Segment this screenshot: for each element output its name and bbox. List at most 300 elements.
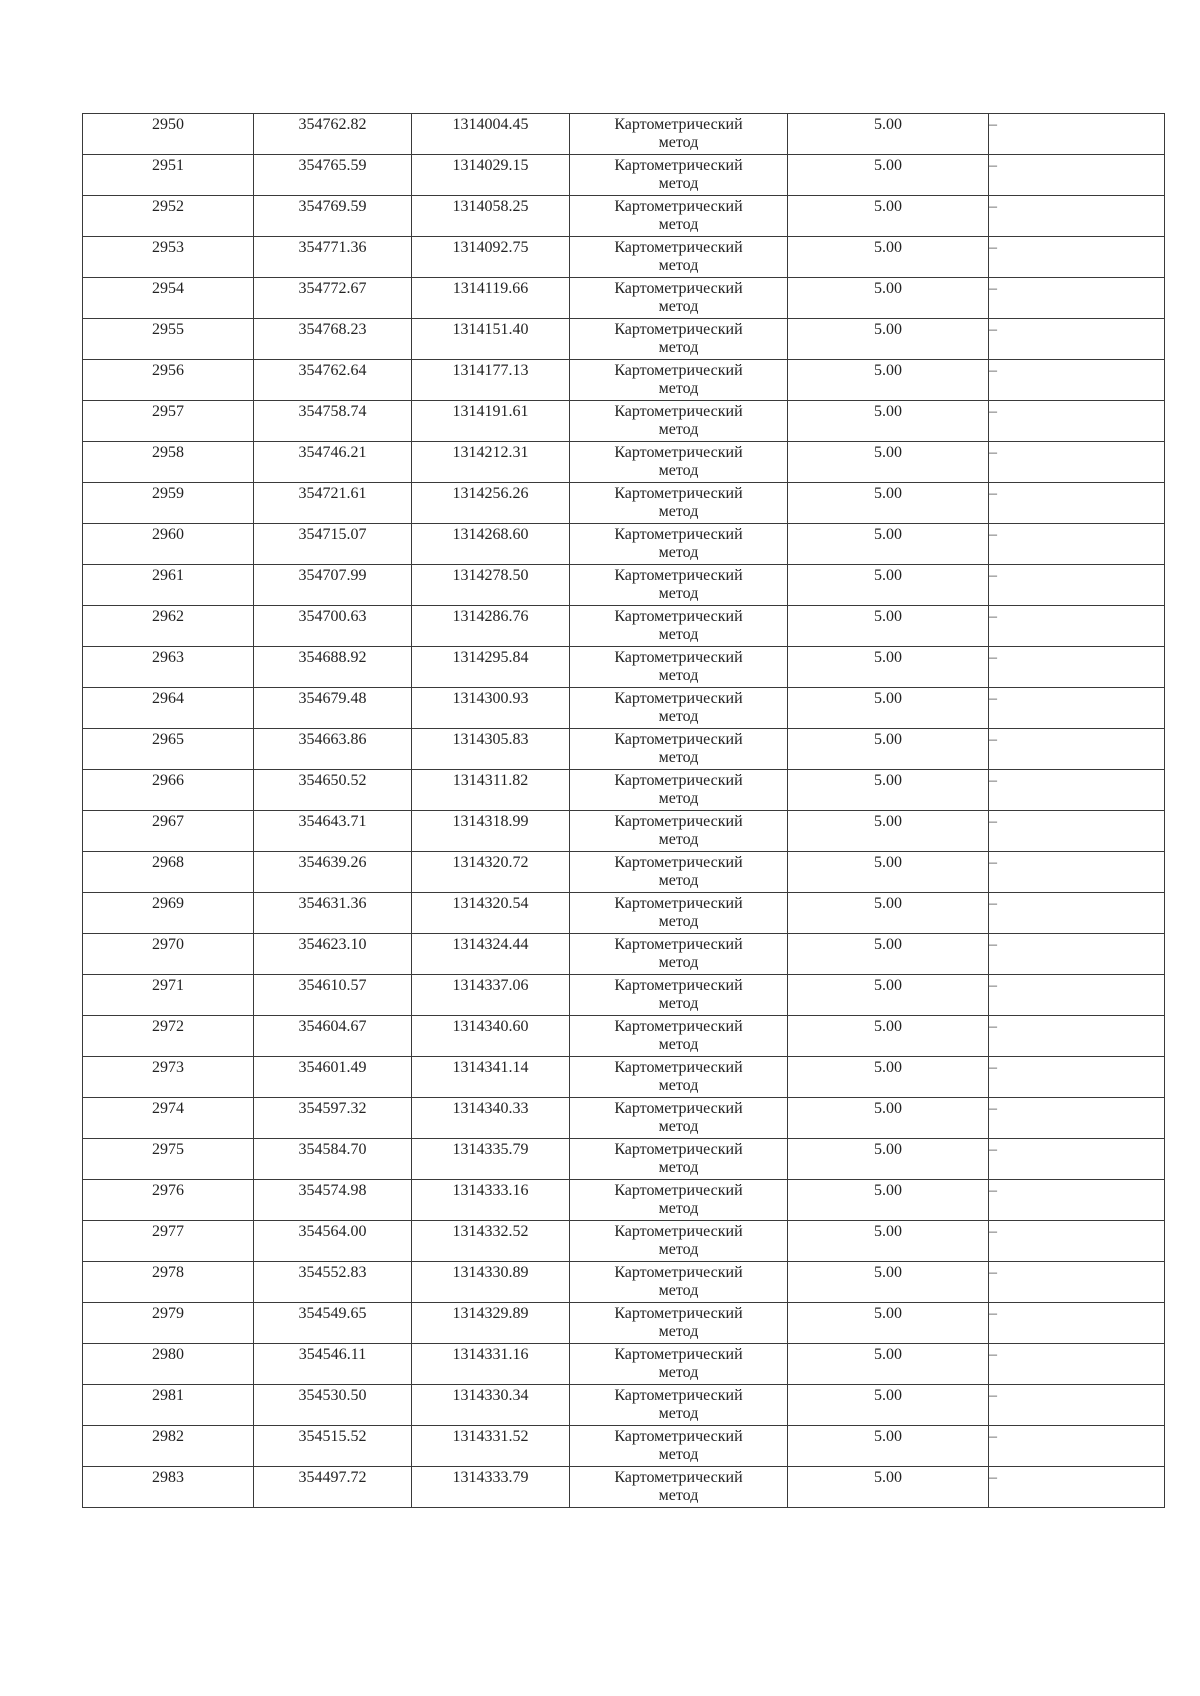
x-coordinate-cell: 354771.36	[254, 237, 412, 278]
point-number-cell: 2960	[83, 524, 254, 565]
note-cell: –	[989, 1262, 1165, 1303]
x-coordinate-cell: 354769.59	[254, 196, 412, 237]
note-cell: –	[989, 852, 1165, 893]
x-coordinate-cell: 354597.32	[254, 1098, 412, 1139]
method-line-2: метод	[658, 503, 699, 520]
note-cell: –	[989, 1016, 1165, 1057]
method-line-1: Картометрический	[614, 1387, 743, 1404]
table-row	[83, 237, 1165, 278]
accuracy-cell: 5.00	[788, 647, 989, 688]
method-cell	[570, 237, 788, 278]
accuracy-cell: 5.00	[788, 1262, 989, 1303]
method-line-1: Картометрический	[614, 526, 743, 543]
method-cell	[570, 1344, 788, 1385]
point-number-cell: 2954	[83, 278, 254, 319]
method-cell	[570, 1139, 788, 1180]
point-number-cell: 2981	[83, 1385, 254, 1426]
method-line-2: метод	[658, 298, 699, 315]
method-line-1: Картометрический	[614, 444, 743, 461]
point-number-cell: 2965	[83, 729, 254, 770]
x-coordinate-cell: 354549.65	[254, 1303, 412, 1344]
accuracy-cell: 5.00	[788, 934, 989, 975]
method-cell	[570, 606, 788, 647]
method-cell	[570, 1262, 788, 1303]
method-line-1: Картометрический	[614, 813, 743, 830]
table-row	[83, 114, 1165, 155]
note-cell: –	[989, 770, 1165, 811]
y-coordinate-cell: 1314331.16	[412, 1344, 570, 1385]
table-row	[83, 1262, 1165, 1303]
method-cell	[570, 278, 788, 319]
point-number-cell: 2958	[83, 442, 254, 483]
method-cell	[570, 483, 788, 524]
point-number-cell: 2961	[83, 565, 254, 606]
accuracy-cell: 5.00	[788, 565, 989, 606]
method-line-1: Картометрический	[614, 116, 743, 133]
table-row	[83, 770, 1165, 811]
y-coordinate-cell: 1314331.52	[412, 1426, 570, 1467]
y-coordinate-cell: 1314300.93	[412, 688, 570, 729]
note-cell: –	[989, 565, 1165, 606]
y-coordinate-cell: 1314004.45	[412, 114, 570, 155]
y-coordinate-cell: 1314212.31	[412, 442, 570, 483]
x-coordinate-cell: 354765.59	[254, 155, 412, 196]
y-coordinate-cell: 1314177.13	[412, 360, 570, 401]
accuracy-cell: 5.00	[788, 893, 989, 934]
x-coordinate-cell: 354530.50	[254, 1385, 412, 1426]
x-coordinate-cell: 354601.49	[254, 1057, 412, 1098]
method-line-2: метод	[658, 462, 699, 479]
point-number-cell: 2978	[83, 1262, 254, 1303]
method-line-2: метод	[658, 216, 699, 233]
note-cell: –	[989, 934, 1165, 975]
point-number-cell: 2969	[83, 893, 254, 934]
y-coordinate-cell: 1314191.61	[412, 401, 570, 442]
note-cell: –	[989, 1303, 1165, 1344]
note-cell: –	[989, 1180, 1165, 1221]
point-number-cell: 2966	[83, 770, 254, 811]
x-coordinate-cell: 354643.71	[254, 811, 412, 852]
method-line-2: метод	[658, 708, 699, 725]
accuracy-cell: 5.00	[788, 606, 989, 647]
point-number-cell: 2967	[83, 811, 254, 852]
method-line-2: метод	[658, 913, 699, 930]
accuracy-cell: 5.00	[788, 688, 989, 729]
method-line-2: метод	[658, 585, 699, 602]
point-number-cell: 2956	[83, 360, 254, 401]
method-line-2: метод	[658, 1077, 699, 1094]
note-cell: –	[989, 1098, 1165, 1139]
accuracy-cell: 5.00	[788, 237, 989, 278]
x-coordinate-cell: 354623.10	[254, 934, 412, 975]
method-cell	[570, 1098, 788, 1139]
method-cell	[570, 1221, 788, 1262]
method-line-1: Картометрический	[614, 1182, 743, 1199]
note-cell: –	[989, 1221, 1165, 1262]
accuracy-cell: 5.00	[788, 114, 989, 155]
point-number-cell: 2957	[83, 401, 254, 442]
method-line-2: метод	[658, 667, 699, 684]
method-line-2: метод	[658, 1200, 699, 1217]
y-coordinate-cell: 1314341.14	[412, 1057, 570, 1098]
method-cell	[570, 688, 788, 729]
method-line-1: Картометрический	[614, 690, 743, 707]
x-coordinate-cell: 354679.48	[254, 688, 412, 729]
method-line-1: Картометрический	[614, 1141, 743, 1158]
method-line-1: Картометрический	[614, 1428, 743, 1445]
note-cell: –	[989, 688, 1165, 729]
method-line-2: метод	[658, 790, 699, 807]
method-line-2: метод	[658, 1282, 699, 1299]
y-coordinate-cell: 1314058.25	[412, 196, 570, 237]
accuracy-cell: 5.00	[788, 1385, 989, 1426]
x-coordinate-cell: 354715.07	[254, 524, 412, 565]
y-coordinate-cell: 1314340.33	[412, 1098, 570, 1139]
method-line-1: Картометрический	[614, 608, 743, 625]
method-line-1: Картометрический	[614, 321, 743, 338]
method-line-1: Картометрический	[614, 1018, 743, 1035]
x-coordinate-cell: 354772.67	[254, 278, 412, 319]
accuracy-cell: 5.00	[788, 1303, 989, 1344]
y-coordinate-cell: 1314119.66	[412, 278, 570, 319]
point-number-cell: 2983	[83, 1467, 254, 1508]
note-cell: –	[989, 1426, 1165, 1467]
accuracy-cell: 5.00	[788, 524, 989, 565]
note-cell: –	[989, 524, 1165, 565]
method-line-2: метод	[658, 1323, 699, 1340]
y-coordinate-cell: 1314092.75	[412, 237, 570, 278]
table-row	[83, 893, 1165, 934]
y-coordinate-cell: 1314278.50	[412, 565, 570, 606]
table-row	[83, 729, 1165, 770]
method-cell	[570, 524, 788, 565]
method-line-1: Картометрический	[614, 1100, 743, 1117]
method-line-2: метод	[658, 1405, 699, 1422]
accuracy-cell: 5.00	[788, 975, 989, 1016]
accuracy-cell: 5.00	[788, 401, 989, 442]
accuracy-cell: 5.00	[788, 278, 989, 319]
method-line-2: метод	[658, 1446, 699, 1463]
table-row	[83, 852, 1165, 893]
x-coordinate-cell: 354515.52	[254, 1426, 412, 1467]
x-coordinate-cell: 354762.82	[254, 114, 412, 155]
table-row	[83, 524, 1165, 565]
method-cell	[570, 196, 788, 237]
note-cell: –	[989, 237, 1165, 278]
y-coordinate-cell: 1314335.79	[412, 1139, 570, 1180]
accuracy-cell: 5.00	[788, 1426, 989, 1467]
accuracy-cell: 5.00	[788, 729, 989, 770]
accuracy-cell: 5.00	[788, 196, 989, 237]
table-row	[83, 155, 1165, 196]
point-number-cell: 2963	[83, 647, 254, 688]
table-row	[83, 319, 1165, 360]
method-line-1: Картометрический	[614, 567, 743, 584]
y-coordinate-cell: 1314295.84	[412, 647, 570, 688]
method-line-2: метод	[658, 1364, 699, 1381]
accuracy-cell: 5.00	[788, 1057, 989, 1098]
table-row	[83, 483, 1165, 524]
point-number-cell: 2952	[83, 196, 254, 237]
x-coordinate-cell: 354584.70	[254, 1139, 412, 1180]
method-line-1: Картометрический	[614, 280, 743, 297]
x-coordinate-cell: 354546.11	[254, 1344, 412, 1385]
table-row	[83, 1098, 1165, 1139]
table-row	[83, 1016, 1165, 1057]
method-line-1: Картометрический	[614, 772, 743, 789]
y-coordinate-cell: 1314320.72	[412, 852, 570, 893]
accuracy-cell: 5.00	[788, 852, 989, 893]
table-row	[83, 647, 1165, 688]
note-cell: –	[989, 278, 1165, 319]
note-cell: –	[989, 319, 1165, 360]
note-cell: –	[989, 1139, 1165, 1180]
note-cell: –	[989, 1344, 1165, 1385]
point-number-cell: 2951	[83, 155, 254, 196]
method-line-2: метод	[658, 1487, 699, 1504]
method-cell	[570, 114, 788, 155]
y-coordinate-cell: 1314286.76	[412, 606, 570, 647]
y-coordinate-cell: 1314337.06	[412, 975, 570, 1016]
method-line-1: Картометрический	[614, 1346, 743, 1363]
x-coordinate-cell: 354721.61	[254, 483, 412, 524]
method-cell	[570, 155, 788, 196]
method-cell	[570, 1426, 788, 1467]
method-line-2: метод	[658, 134, 699, 151]
table-row	[83, 401, 1165, 442]
y-coordinate-cell: 1314029.15	[412, 155, 570, 196]
point-number-cell: 2982	[83, 1426, 254, 1467]
y-coordinate-cell: 1314330.34	[412, 1385, 570, 1426]
y-coordinate-cell: 1314330.89	[412, 1262, 570, 1303]
coordinates-table	[82, 113, 1165, 1508]
note-cell: –	[989, 360, 1165, 401]
method-cell	[570, 934, 788, 975]
x-coordinate-cell: 354639.26	[254, 852, 412, 893]
table-row	[83, 1180, 1165, 1221]
point-number-cell: 2980	[83, 1344, 254, 1385]
method-line-2: метод	[658, 954, 699, 971]
point-number-cell: 2971	[83, 975, 254, 1016]
x-coordinate-cell: 354610.57	[254, 975, 412, 1016]
accuracy-cell: 5.00	[788, 770, 989, 811]
x-coordinate-cell: 354631.36	[254, 893, 412, 934]
method-cell	[570, 1180, 788, 1221]
table-row	[83, 565, 1165, 606]
accuracy-cell: 5.00	[788, 811, 989, 852]
method-cell	[570, 1016, 788, 1057]
method-line-1: Картометрический	[614, 198, 743, 215]
table-row	[83, 606, 1165, 647]
method-line-2: метод	[658, 1036, 699, 1053]
note-cell: –	[989, 442, 1165, 483]
table-row	[83, 360, 1165, 401]
point-number-cell: 2962	[83, 606, 254, 647]
method-line-2: метод	[658, 175, 699, 192]
method-line-1: Картометрический	[614, 239, 743, 256]
method-line-1: Картометрический	[614, 854, 743, 871]
note-cell: –	[989, 606, 1165, 647]
method-line-2: метод	[658, 1118, 699, 1135]
method-cell	[570, 565, 788, 606]
y-coordinate-cell: 1314340.60	[412, 1016, 570, 1057]
method-cell	[570, 811, 788, 852]
x-coordinate-cell: 354650.52	[254, 770, 412, 811]
x-coordinate-cell: 354700.63	[254, 606, 412, 647]
point-number-cell: 2976	[83, 1180, 254, 1221]
accuracy-cell: 5.00	[788, 483, 989, 524]
point-number-cell: 2964	[83, 688, 254, 729]
method-cell	[570, 647, 788, 688]
x-coordinate-cell: 354768.23	[254, 319, 412, 360]
point-number-cell: 2974	[83, 1098, 254, 1139]
point-number-cell: 2959	[83, 483, 254, 524]
note-cell: –	[989, 114, 1165, 155]
note-cell: –	[989, 975, 1165, 1016]
method-line-1: Картометрический	[614, 157, 743, 174]
note-cell: –	[989, 729, 1165, 770]
method-line-2: метод	[658, 626, 699, 643]
method-cell	[570, 770, 788, 811]
method-line-1: Картометрический	[614, 362, 743, 379]
method-line-2: метод	[658, 257, 699, 274]
point-number-cell: 2955	[83, 319, 254, 360]
coordinates-table-body	[83, 114, 1165, 1508]
accuracy-cell: 5.00	[788, 1344, 989, 1385]
table-row	[83, 278, 1165, 319]
y-coordinate-cell: 1314333.79	[412, 1467, 570, 1508]
y-coordinate-cell: 1314311.82	[412, 770, 570, 811]
method-line-2: метод	[658, 544, 699, 561]
method-line-1: Картометрический	[614, 1264, 743, 1281]
y-coordinate-cell: 1314256.26	[412, 483, 570, 524]
table-row	[83, 934, 1165, 975]
x-coordinate-cell: 354663.86	[254, 729, 412, 770]
table-row	[83, 1303, 1165, 1344]
table-row	[83, 196, 1165, 237]
point-number-cell: 2968	[83, 852, 254, 893]
method-cell	[570, 1057, 788, 1098]
x-coordinate-cell: 354552.83	[254, 1262, 412, 1303]
method-line-2: метод	[658, 1241, 699, 1258]
y-coordinate-cell: 1314332.52	[412, 1221, 570, 1262]
table-row	[83, 688, 1165, 729]
y-coordinate-cell: 1314320.54	[412, 893, 570, 934]
method-line-1: Картометрический	[614, 895, 743, 912]
method-cell	[570, 893, 788, 934]
note-cell: –	[989, 196, 1165, 237]
x-coordinate-cell: 354564.00	[254, 1221, 412, 1262]
table-row	[83, 975, 1165, 1016]
method-line-1: Картометрический	[614, 1223, 743, 1240]
method-line-2: метод	[658, 339, 699, 356]
method-line-2: метод	[658, 1159, 699, 1176]
accuracy-cell: 5.00	[788, 442, 989, 483]
y-coordinate-cell: 1314305.83	[412, 729, 570, 770]
method-line-1: Картометрический	[614, 1305, 743, 1322]
point-number-cell: 2972	[83, 1016, 254, 1057]
table-row	[83, 442, 1165, 483]
note-cell: –	[989, 483, 1165, 524]
y-coordinate-cell: 1314318.99	[412, 811, 570, 852]
accuracy-cell: 5.00	[788, 1221, 989, 1262]
x-coordinate-cell: 354497.72	[254, 1467, 412, 1508]
accuracy-cell: 5.00	[788, 1016, 989, 1057]
method-line-1: Картометрический	[614, 936, 743, 953]
x-coordinate-cell: 354574.98	[254, 1180, 412, 1221]
method-cell	[570, 975, 788, 1016]
method-line-2: метод	[658, 995, 699, 1012]
table-row	[83, 1385, 1165, 1426]
method-line-1: Картометрический	[614, 403, 743, 420]
table-row	[83, 1426, 1165, 1467]
point-number-cell: 2953	[83, 237, 254, 278]
table-row	[83, 1467, 1165, 1508]
accuracy-cell: 5.00	[788, 155, 989, 196]
method-cell	[570, 729, 788, 770]
table-row	[83, 1344, 1165, 1385]
x-coordinate-cell: 354762.64	[254, 360, 412, 401]
point-number-cell: 2979	[83, 1303, 254, 1344]
accuracy-cell: 5.00	[788, 360, 989, 401]
note-cell: –	[989, 1057, 1165, 1098]
method-line-2: метод	[658, 872, 699, 889]
x-coordinate-cell: 354707.99	[254, 565, 412, 606]
point-number-cell: 2977	[83, 1221, 254, 1262]
point-number-cell: 2950	[83, 114, 254, 155]
method-line-1: Картометрический	[614, 1059, 743, 1076]
note-cell: –	[989, 811, 1165, 852]
note-cell: –	[989, 1467, 1165, 1508]
accuracy-cell: 5.00	[788, 319, 989, 360]
accuracy-cell: 5.00	[788, 1139, 989, 1180]
table-row	[83, 1221, 1165, 1262]
y-coordinate-cell: 1314329.89	[412, 1303, 570, 1344]
table-row	[83, 811, 1165, 852]
table-row	[83, 1057, 1165, 1098]
y-coordinate-cell: 1314324.44	[412, 934, 570, 975]
note-cell: –	[989, 1385, 1165, 1426]
point-number-cell: 2970	[83, 934, 254, 975]
accuracy-cell: 5.00	[788, 1467, 989, 1508]
method-line-2: метод	[658, 421, 699, 438]
note-cell: –	[989, 647, 1165, 688]
note-cell: –	[989, 155, 1165, 196]
method-cell	[570, 1467, 788, 1508]
x-coordinate-cell: 354758.74	[254, 401, 412, 442]
x-coordinate-cell: 354688.92	[254, 647, 412, 688]
method-line-1: Картометрический	[614, 485, 743, 502]
method-line-2: метод	[658, 831, 699, 848]
method-line-2: метод	[658, 749, 699, 766]
y-coordinate-cell: 1314268.60	[412, 524, 570, 565]
point-number-cell: 2973	[83, 1057, 254, 1098]
method-line-1: Картометрический	[614, 731, 743, 748]
y-coordinate-cell: 1314333.16	[412, 1180, 570, 1221]
y-coordinate-cell: 1314151.40	[412, 319, 570, 360]
x-coordinate-cell: 354746.21	[254, 442, 412, 483]
method-cell	[570, 401, 788, 442]
x-coordinate-cell: 354604.67	[254, 1016, 412, 1057]
method-cell	[570, 360, 788, 401]
method-line-1: Картометрический	[614, 977, 743, 994]
method-line-1: Картометрический	[614, 649, 743, 666]
point-number-cell: 2975	[83, 1139, 254, 1180]
note-cell: –	[989, 893, 1165, 934]
method-line-1: Картометрический	[614, 1469, 743, 1486]
method-cell	[570, 1303, 788, 1344]
accuracy-cell: 5.00	[788, 1180, 989, 1221]
